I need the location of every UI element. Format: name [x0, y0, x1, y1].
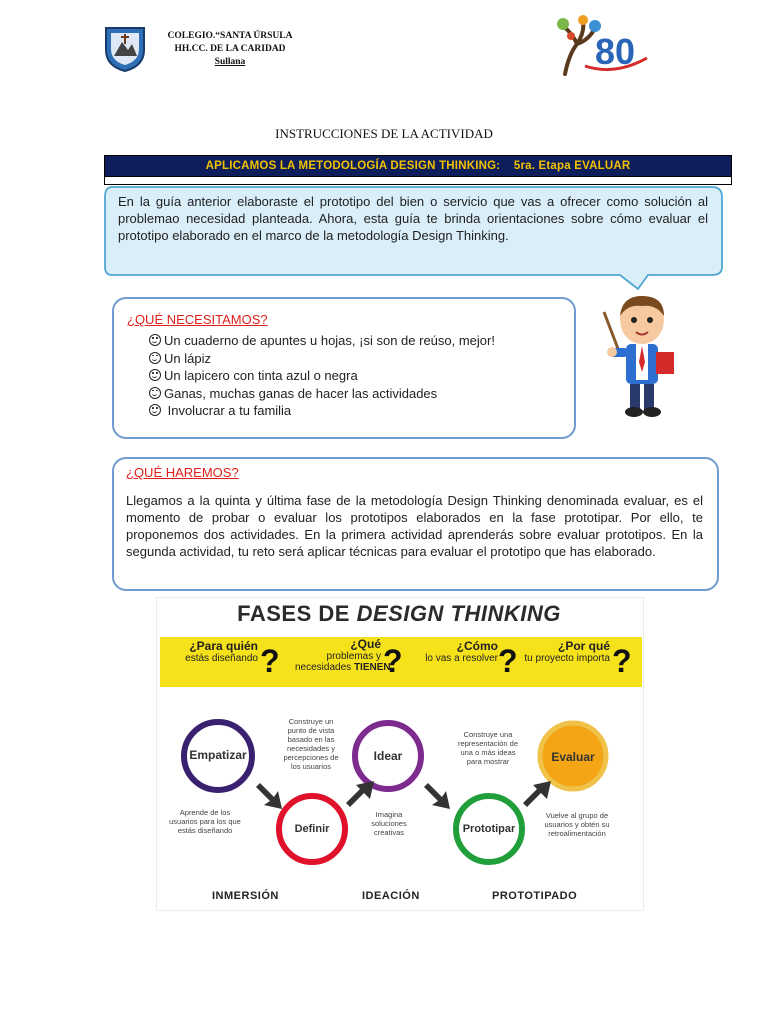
- infographic-title: FASES DE DESIGN THINKING: [237, 601, 561, 626]
- phase-inmersion: INMERSIÓN: [212, 890, 279, 902]
- plan-text: Llegamos a la quinta y última fase de la metodología Design Thinking denominada evaluar, es el momento de probar o evaluar los prototipos elaborados en la fase prototipar. Por ello, te proponemos dos actividades. En la primera actividad aprenderás sobre evaluar prototipos. En la segunda actividad, tu reto será aplicar técnicas para evaluar el prototipo que has elaborado.: [126, 493, 703, 559]
- note-definir: Construye un punto de vista basado en las necesidades y percepciones de los usuarios: [283, 717, 339, 771]
- question-mark-icon: ?: [498, 643, 518, 679]
- stage-evaluar: Evaluar: [551, 750, 595, 764]
- anniversary-logo: [555, 14, 650, 76]
- document-title: INSTRUCCIONES DE LA ACTIVIDAD: [275, 126, 493, 141]
- list-item: Un lapicero con tinta azul o negra: [149, 367, 495, 385]
- list-item: Ganas, muchas ganas de hacer las actividades: [149, 385, 495, 403]
- phase-prototipado: PROTOTIPADO: [492, 890, 578, 902]
- arrow-icon: [424, 783, 450, 809]
- school-name: [150, 30, 310, 69]
- stage-idear: Idear: [373, 749, 403, 763]
- plan-title: ¿QUÉ HAREMOS?: [126, 465, 239, 480]
- arrow-icon: [256, 783, 282, 809]
- smiley-icon: [149, 404, 161, 416]
- arrow-icon: [346, 781, 374, 807]
- note-prototipar: Construye una representación de una o más ideas para mostrar: [457, 730, 519, 766]
- smiley-icon: [149, 387, 161, 399]
- intro-text: En la guía anterior elaboraste el prototipo del bien o servicio que vas a ofrecer como solución al problemao necesidad planteada. Ahora, esta guía te brinda orientaciones sobre cómo evaluar el prototipo elaborado en el marco de la metodología Design Thinking.: [118, 194, 708, 243]
- activity-banner: APLICAMOS LA METODOLOGÍA DESIGN THINKING: 5ra. Etapa EVALUAR: [104, 155, 732, 177]
- arrow-icon: [523, 781, 551, 807]
- stage-prototipar: Prototipar: [462, 823, 516, 835]
- question-mark-icon: ?: [260, 643, 280, 679]
- note-idear: Imagina soluciones creativas: [371, 810, 407, 837]
- school-line-1: COLEGIO.“SANTA ÚRSULA: [167, 31, 293, 41]
- question-mark-icon: ?: [383, 643, 403, 679]
- teacher-character-illustration: [596, 292, 688, 422]
- stage-definir: Definir: [294, 823, 330, 835]
- list-item: Un cuaderno de apuntes u hojas, ¡si son de reúso, mejor!: [149, 332, 495, 350]
- smiley-icon: [149, 369, 161, 381]
- list-item: Un lápiz: [149, 350, 495, 368]
- needs-list: [149, 332, 495, 420]
- smiley-icon: [149, 334, 161, 346]
- stage-empatizar: Empatizar: [189, 748, 247, 762]
- smiley-icon: [149, 352, 161, 364]
- needs-box: [112, 297, 576, 439]
- note-empatizar: Aprende de los usuarios para los que estás diseñando: [169, 808, 241, 835]
- question-what: ¿Qué problemas y necesidades TIENEN ?: [295, 637, 403, 679]
- needs-title: ¿QUÉ NECESITAMOS?: [127, 312, 268, 327]
- banner-underline-box: [104, 176, 732, 185]
- question-how: ¿Cómo lo vas a resolver ?: [425, 639, 518, 679]
- plan-box: [112, 457, 719, 591]
- school-crest: [102, 24, 148, 72]
- school-city: Sullana: [214, 57, 246, 67]
- question-mark-icon: ?: [612, 643, 632, 679]
- list-item: Involucrar a tu familia: [149, 402, 495, 420]
- question-who: ¿Para quién estás diseñando ?: [185, 639, 280, 679]
- question-why: ¿Por qué tu proyecto importa ?: [524, 639, 632, 679]
- anniversary-number: 80: [594, 31, 636, 72]
- design-thinking-infographic: [156, 597, 642, 909]
- school-line-2: HH.CC. DE LA CARIDAD: [174, 44, 286, 54]
- note-evaluar: Vuelve al grupo de usuarios y obtén su retroalimentación: [544, 811, 610, 838]
- phase-ideacion: IDEACIÓN: [362, 890, 420, 902]
